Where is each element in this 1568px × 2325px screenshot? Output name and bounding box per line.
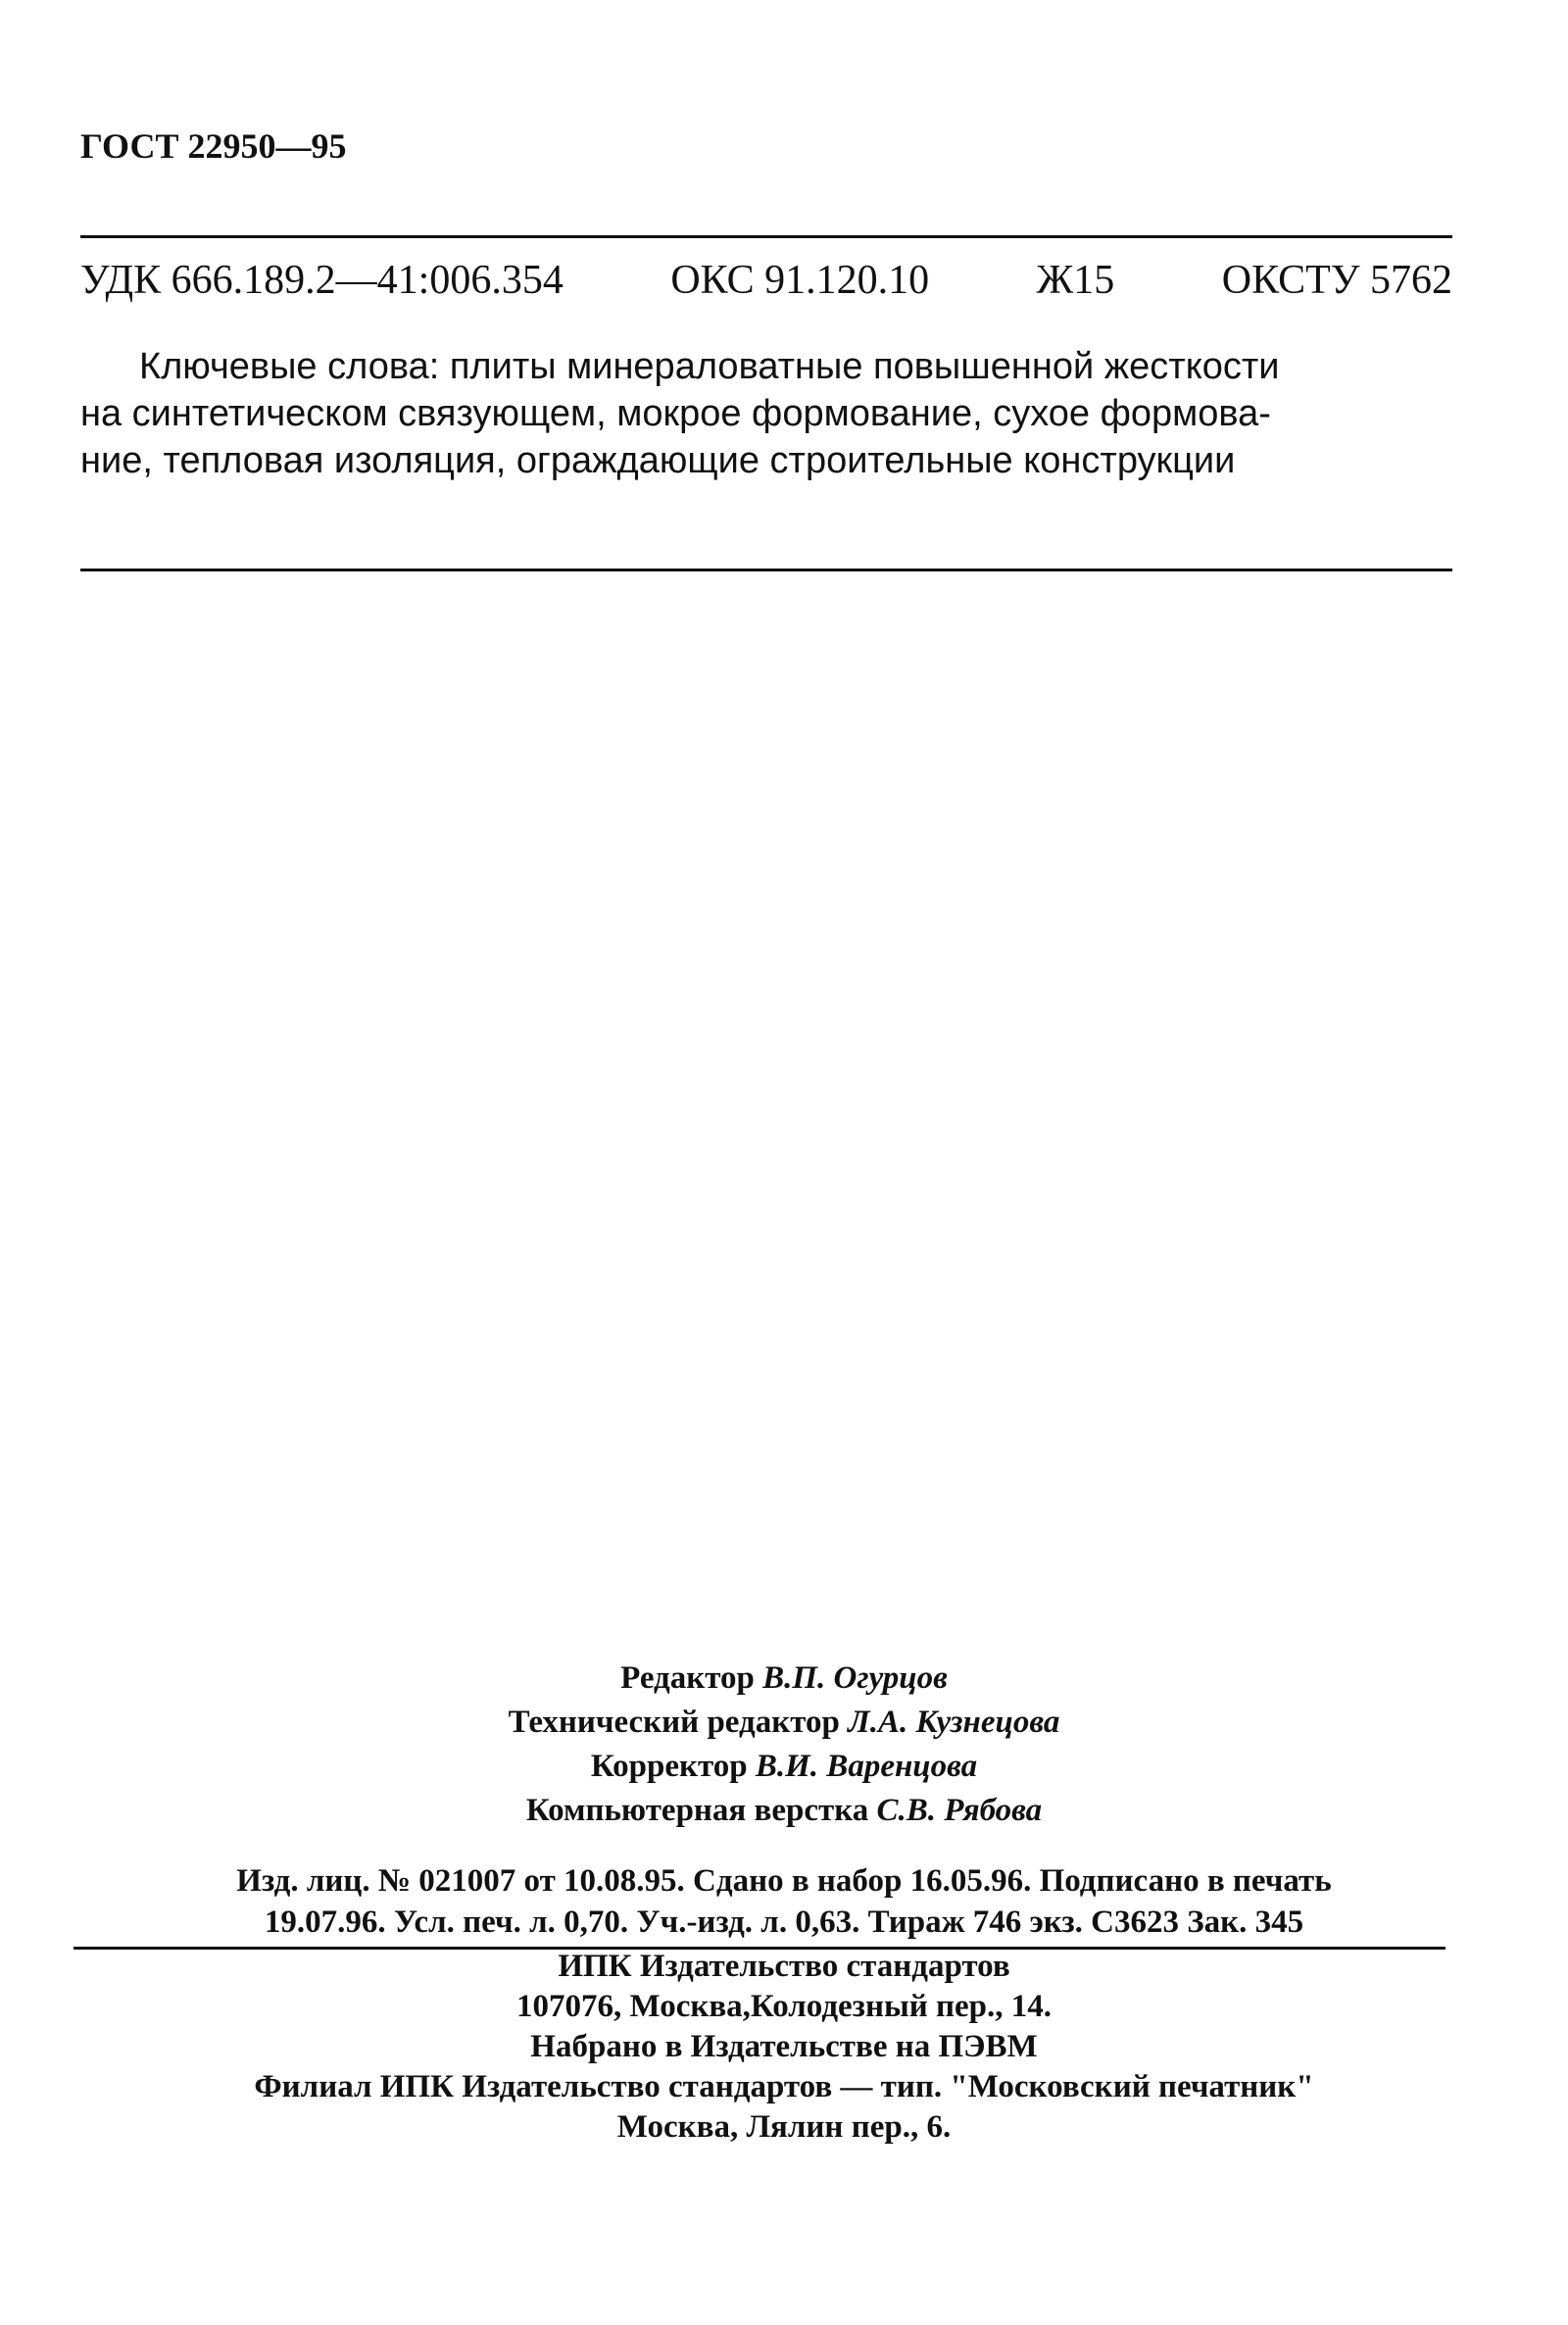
credit-layout bbox=[0, 1789, 1568, 1833]
keywords-line-3: ние, тепловая изоляция, ограждающие строительные конструкции bbox=[80, 440, 1236, 481]
publisher-line-5: Москва, Лялин пер., 6. bbox=[616, 2109, 952, 2145]
credits-block bbox=[0, 1657, 1568, 1833]
oks-code: ОКС 91.120.10 bbox=[670, 258, 930, 303]
keywords-paragraph bbox=[80, 343, 1452, 484]
keywords-line-2: на синтетическом связующем, мокрое формование, сухое формова- bbox=[80, 393, 1271, 434]
credit-role: Редактор bbox=[620, 1660, 755, 1696]
top-divider bbox=[80, 235, 1452, 238]
credit-person: В.П. Огурцов bbox=[762, 1660, 948, 1696]
credit-person: Л.А. Кузнецова bbox=[848, 1705, 1060, 1740]
credit-editor bbox=[0, 1657, 1568, 1701]
imprint-line-2: 19.07.96. Усл. печ. л. 0,70. Уч.-изд. л. 0,63. Тираж 746 экз. С3623 Зак. 345 bbox=[264, 1905, 1304, 1940]
classification-line bbox=[80, 257, 1452, 304]
publisher-line-3: Набрано в Издательстве на ПЭВМ bbox=[530, 2029, 1038, 2064]
publisher-line-1: ИПК Издательство стандартов bbox=[558, 1949, 1010, 1984]
document-code: ГОСТ 22950—95 bbox=[80, 126, 347, 166]
publisher-line-2: 107076, Москва,Колодезный пер., 14. bbox=[515, 1989, 1052, 2024]
credit-person: С.В. Рябова bbox=[876, 1793, 1043, 1828]
udk-code: УДК 666.189.2—41:006.354 bbox=[80, 258, 564, 303]
credit-tech-editor bbox=[0, 1701, 1568, 1745]
credit-proofreader bbox=[0, 1745, 1568, 1789]
credit-role: Технический редактор bbox=[508, 1705, 840, 1740]
credit-role: Компьютерная верстка bbox=[525, 1793, 869, 1828]
okstu-code: ОКСТУ 5762 bbox=[1221, 258, 1452, 303]
group-code: Ж15 bbox=[1036, 258, 1115, 303]
publisher-line-4: Филиал ИПК Издательство стандартов — тип. "Московский печатник" bbox=[254, 2069, 1314, 2104]
publisher-block bbox=[0, 1947, 1568, 2148]
imprint-line-1: Изд. лиц. № 021007 от 10.08.95. Сдано в набор 16.05.96. Подписано в печать bbox=[236, 1863, 1332, 1899]
imprint-block bbox=[0, 1860, 1568, 1943]
credit-role: Корректор bbox=[590, 1749, 748, 1784]
keywords-line-1: Ключевые слова: плиты минераловатные повышенной жесткости bbox=[139, 346, 1280, 387]
credit-person: В.И. Варенцова bbox=[755, 1749, 978, 1784]
keywords-divider bbox=[80, 569, 1452, 571]
